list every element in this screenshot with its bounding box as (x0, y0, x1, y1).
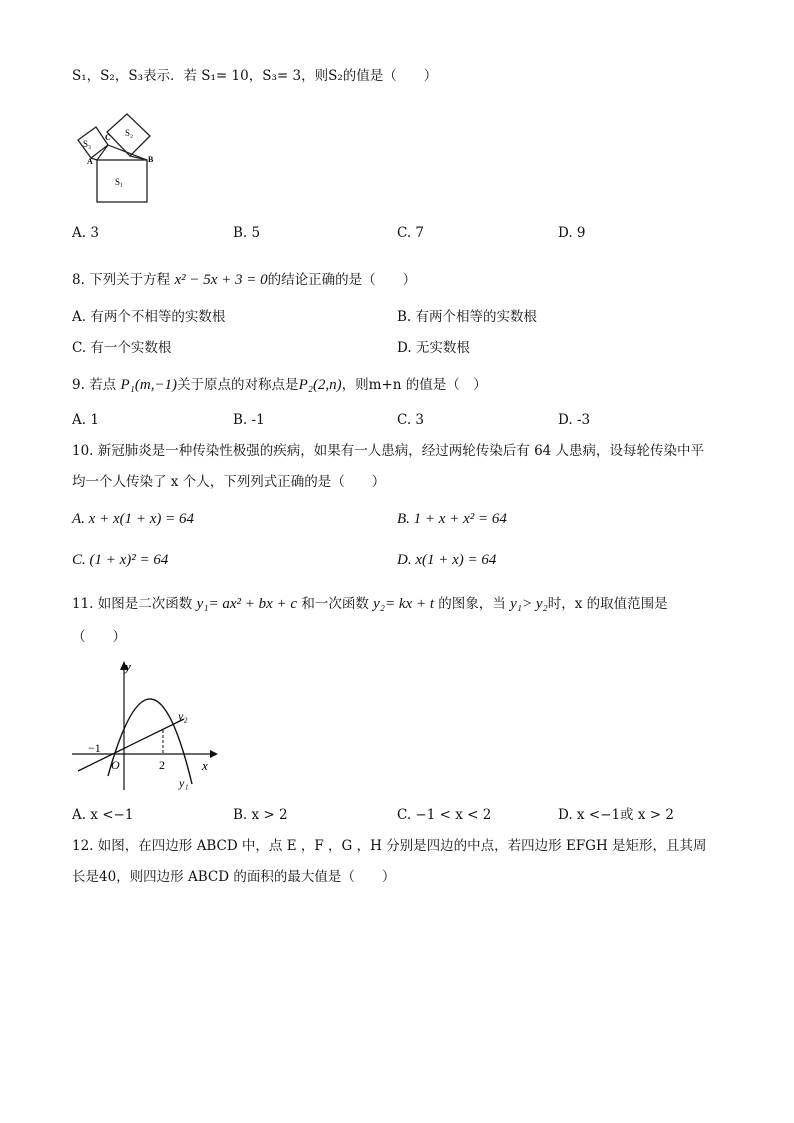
q11-option-b[interactable]: B. x > 2 (233, 807, 288, 823)
label-x-axis: x (202, 758, 208, 773)
label-y1: y₁ (179, 776, 189, 790)
q9-middle: 关于原点的对称点是 (177, 377, 299, 393)
q10-stem-line1 (72, 441, 704, 461)
q10-stem-line2: 均一个人传染了 x 个人，下列列式正确的是（ ） (72, 474, 386, 490)
q9-p2: P₂(2,n) (298, 377, 342, 393)
q11-y1: y₁= ax² + bx + c (196, 596, 298, 612)
q8-stem (72, 270, 416, 290)
label-b: B (148, 155, 154, 164)
label-c: C (105, 133, 111, 142)
q12-stem-line1 (72, 836, 707, 856)
q8-stem-suffix: 的结论正确的是（ ） (267, 272, 417, 288)
q7-stem: S₁，S₂，S₃表示．若 S₁= 10，S₃= 3，则S₂的值是（ ） (72, 68, 438, 84)
q10-line1: 新冠肺炎是一种传染性极强的疾病，如果有一人患病，经过两轮传染后有 64 人患病，设每轮传染中平 (97, 443, 705, 459)
q9-option-a[interactable]: A. 1 (72, 412, 99, 428)
q9-p1: P₁(m,−1) (120, 377, 178, 393)
q11-stem-line2: （ ） (72, 629, 126, 645)
q8-number: 8. (72, 272, 85, 288)
q11-number: 11. (72, 596, 94, 612)
q8-option-b[interactable]: B. 有两个相等的实数根 (397, 309, 538, 325)
q11-option-a[interactable]: A. x <−1 (72, 807, 134, 823)
q12-line1: 如图，在四边形 ABCD 中，点 E ，F ，G ，H 分别是四边的中点，若四边形 EFGH 是矩形，且其周 (97, 838, 707, 854)
q9-option-d[interactable]: D. -3 (558, 412, 591, 428)
q9-stem-suffix: ，则m+n 的值是（ ） (341, 377, 487, 393)
q11-y2: y₂= kx + t (373, 596, 434, 612)
q10-option-d[interactable]: D. x(1 + x) = 64 (397, 552, 497, 568)
label-y2: y₂ (178, 709, 188, 723)
q8-option-c[interactable]: C. 有一个实数根 (72, 340, 172, 356)
q10-option-a[interactable]: A. x + x(1 + x) = 64 (72, 511, 194, 527)
q11-function-graph (70, 658, 220, 793)
q7-option-a[interactable]: A. 3 (72, 225, 99, 241)
q11-option-d[interactable]: D. x <−1或 x > 2 (558, 807, 674, 823)
q10-number: 10. (72, 443, 94, 459)
q11-stem-line1 (72, 594, 668, 614)
q11-stem-c: 的图象，当 (438, 596, 506, 612)
q10-option-b[interactable]: B. 1 + x + x² = 64 (397, 511, 507, 527)
q8-stem-text: 下列关于方程 (89, 272, 171, 288)
q8-option-d[interactable]: D. 无实数根 (397, 340, 470, 356)
q12-number: 12. (72, 838, 94, 854)
q9-option-c[interactable]: C. 3 (397, 412, 425, 428)
label-neg1: −1 (88, 741, 101, 755)
q8-option-a[interactable]: A. 有两个不相等的实数根 (72, 309, 226, 325)
q7-option-c[interactable]: C. 7 (397, 225, 425, 241)
q9-stem (72, 375, 487, 395)
q11-stem-b: 和一次函数 (301, 596, 369, 612)
q7-option-d[interactable]: D. 9 (558, 225, 586, 241)
q10-option-c[interactable]: C. (1 + x)² = 64 (72, 552, 169, 568)
q12-stem-line2: 长是40，则四边形 ABCD 的面积的最大值是（ ） (72, 869, 396, 885)
q11-stem-d: 时，x 的取值范围是 (547, 596, 668, 612)
label-s3: S₃ (83, 139, 92, 149)
q9-option-b[interactable]: B. -1 (233, 412, 265, 428)
q11-condition: y₁> y₂ (510, 596, 548, 612)
label-s1: S₁ (115, 177, 124, 187)
q11-option-c[interactable]: C. −1 < x < 2 (397, 807, 492, 823)
label-s2: S₂ (125, 128, 134, 138)
q8-equation: x² − 5x + 3 = 0 (174, 272, 268, 288)
label-two: 2 (159, 758, 165, 772)
q11-stem-a: 如图是二次函数 (97, 596, 193, 612)
label-origin: O (111, 758, 120, 772)
label-a: A (87, 157, 93, 166)
q7-option-b[interactable]: B. 5 (233, 225, 261, 241)
label-y-axis: y (125, 659, 131, 674)
q7-squares-figure (72, 112, 162, 208)
q9-stem-text: 若点 (89, 377, 117, 393)
q9-number: 9. (72, 377, 85, 393)
